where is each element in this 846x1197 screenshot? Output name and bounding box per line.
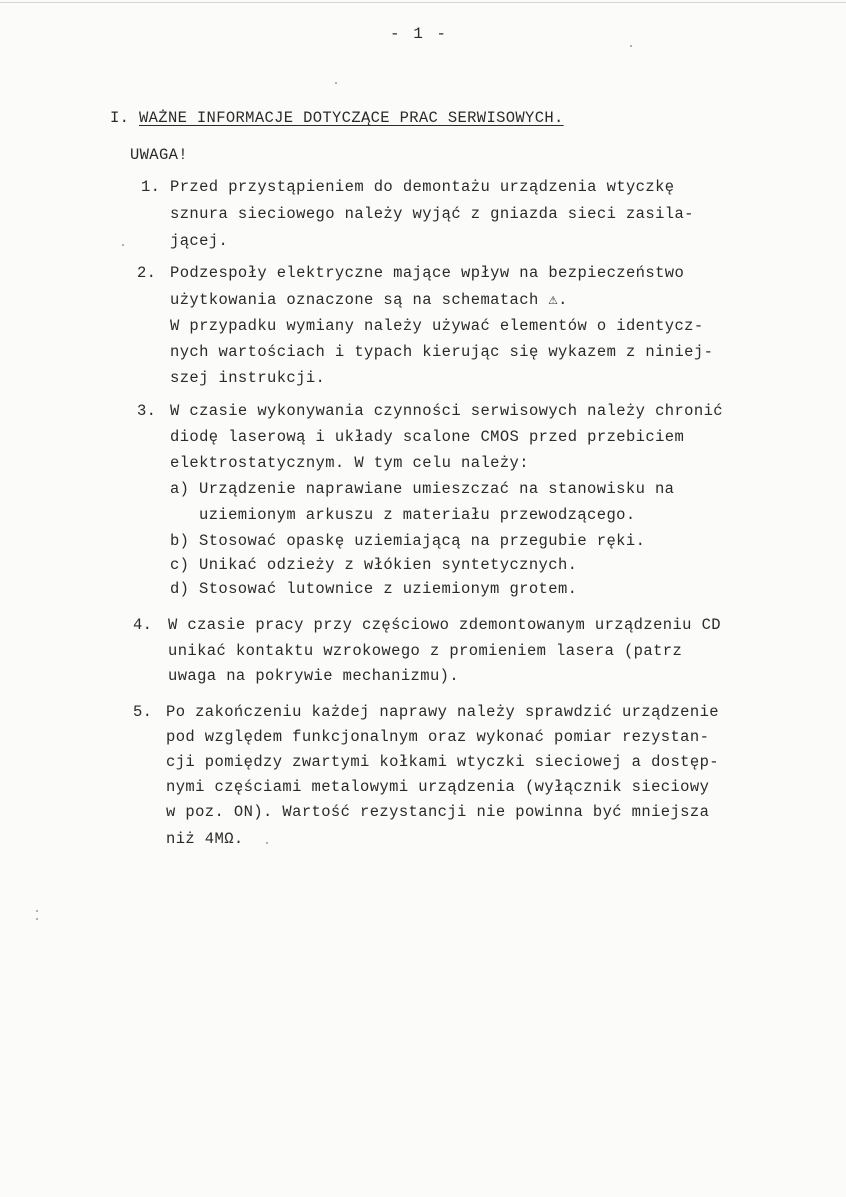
subitem-d-line-1: Stosować lutownice z uziemionym grotem. (199, 580, 578, 598)
subitem-b-line-1: Stosować opaskę uziemiającą na przegubie ręki. (199, 532, 646, 550)
item-2-number: 2. (137, 264, 157, 282)
item-5-line-2: pod względem funkcjonalnym oraz wykonać pomiar rezystan- (166, 728, 710, 746)
item-5-line-4: nymi częściami metalowymi urządzenia (wyłącznik sieciowy (166, 778, 710, 796)
item-2-line-1: Podzespoły elektryczne mające wpływ na bezpieczeństwo (170, 264, 685, 282)
scan-speck (122, 244, 124, 246)
subitem-c-label: c) (170, 556, 190, 574)
item-4-line-2: unikać kontaktu wzrokowego z promieniem lasera (patrz (168, 642, 683, 660)
subitem-b-label: b) (170, 532, 190, 550)
item-5-number: 5. (133, 703, 153, 721)
item-3-line-1: W czasie wykonywania czynności serwisowych należy chronić (170, 402, 723, 420)
subitem-a-label: a) (170, 480, 190, 498)
subitem-d-label: d) (170, 580, 190, 598)
item-5-line-5: w poz. ON). Wartość rezystancji nie powinna być mniejsza (166, 803, 710, 821)
item-3-number: 3. (137, 402, 157, 420)
subitem-a-line-1: Urządzenie naprawiane umieszczać na stanowisku na (199, 480, 675, 498)
item-1-line-1: Przed przystąpieniem do demontażu urządzenia wtyczkę (170, 178, 675, 196)
scan-speck (266, 842, 268, 844)
scan-speck (36, 910, 38, 912)
item-5-line-6: niż 4MΩ. (166, 830, 244, 848)
item-1-line-2: sznura sieciowego należy wyjąć z gniazda sieci zasila- (170, 205, 694, 223)
item-5-line-1: Po zakończeniu każdej naprawy należy sprawdzić urządzenie (166, 703, 719, 721)
item-2-line-2: użytkowania oznaczone są na schematach ⚠. (170, 291, 568, 309)
item-3-line-3: elektrostatycznym. W tym celu należy: (170, 454, 529, 472)
item-2-line-5: szej instrukcji. (170, 369, 326, 387)
item-4-line-3: uwaga na pokrywie mechanizmu). (168, 667, 460, 685)
item-1-number: 1. (141, 178, 161, 196)
item-1-line-3: jącej. (170, 232, 229, 250)
warning-label: UWAGA! (130, 146, 188, 164)
page-number: - 1 - (390, 25, 449, 43)
item-2-line-3: W przypadku wymiany należy używać elementów o identycz- (170, 317, 704, 335)
subitem-a-line-2: uziemionym arkuszu z materiału przewodzącego. (199, 506, 636, 524)
scan-speck (335, 82, 337, 84)
item-5-line-3: cji pomiędzy zwartymi kołkami wtyczki sieciowej a dostęp- (166, 753, 719, 771)
section-number: I. (110, 109, 130, 127)
scan-speck (630, 45, 632, 47)
section-title: WAŻNE INFORMACJE DOTYCZĄCE PRAC SERWISOWYCH. (139, 109, 564, 127)
scan-speck (36, 918, 38, 920)
item-4-number: 4. (133, 616, 153, 634)
page-edge-line (0, 2, 846, 3)
item-2-line-4: nych wartościach i typach kierując się wykazem z niniej- (170, 343, 714, 361)
subitem-c-line-1: Unikać odzieży z włókien syntetycznych. (199, 556, 578, 574)
item-3-line-2: diodę laserową i układy scalone CMOS przed przebiciem (170, 428, 685, 446)
item-4-line-1: W czasie pracy przy częściowo zdemontowanym urządzeniu CD (168, 616, 721, 634)
